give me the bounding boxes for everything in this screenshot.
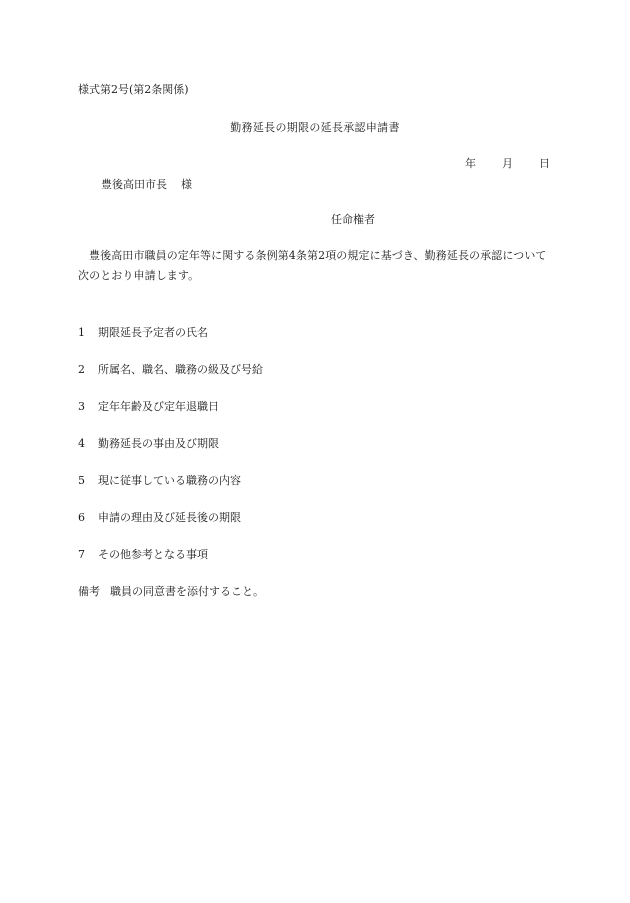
list-item: [78, 546, 208, 562]
item-number: 5: [78, 474, 85, 487]
item-text: 勤務延長の事由及び期限: [98, 437, 219, 450]
item-number: 6: [78, 511, 85, 524]
list-item: [78, 435, 219, 451]
date-year-label: 年: [465, 157, 476, 170]
list-item: [78, 324, 208, 340]
list-item: [78, 509, 241, 525]
addressee-name: 豊後高田市長: [101, 178, 167, 191]
document-title: 勤務延長の期限の延長承認申請書: [230, 121, 400, 134]
note-label: 備考: [78, 585, 100, 598]
item-text: 期限延長予定者の氏名: [98, 326, 208, 339]
note-text: 職員の同意書を添付すること。: [110, 585, 264, 598]
item-text: 現に従事している職務の内容: [98, 474, 241, 487]
item-text: 定年年齢及び定年退職日: [98, 400, 219, 413]
item-text: その他参考となる事項: [98, 548, 208, 561]
item-number: 2: [78, 363, 85, 376]
body-paragraph: 豊後高田市職員の定年等に関する条例第4条第2項の規定に基づき、勤務延長の承認について次のとおり申請します。: [78, 249, 547, 282]
item-text: 申請の理由及び延長後の期限: [98, 511, 241, 524]
date-day-label: 日: [539, 157, 550, 170]
item-text: 所属名、職名、職務の級及び号給: [98, 363, 263, 376]
date-line: [465, 155, 550, 171]
applicant-label: 任命権者: [331, 213, 375, 226]
item-number: 7: [78, 548, 85, 561]
list-item: [78, 472, 241, 488]
list-item: [78, 398, 219, 414]
list-item: [78, 361, 263, 377]
item-number: 3: [78, 400, 85, 413]
item-number: 4: [78, 437, 85, 450]
note: [78, 583, 264, 599]
date-month-label: 月: [502, 157, 513, 170]
item-number: 1: [78, 326, 85, 339]
addressee: [101, 176, 192, 192]
form-number: 様式第2号(第2条関係): [78, 83, 189, 96]
addressee-honorific: 様: [181, 178, 192, 191]
